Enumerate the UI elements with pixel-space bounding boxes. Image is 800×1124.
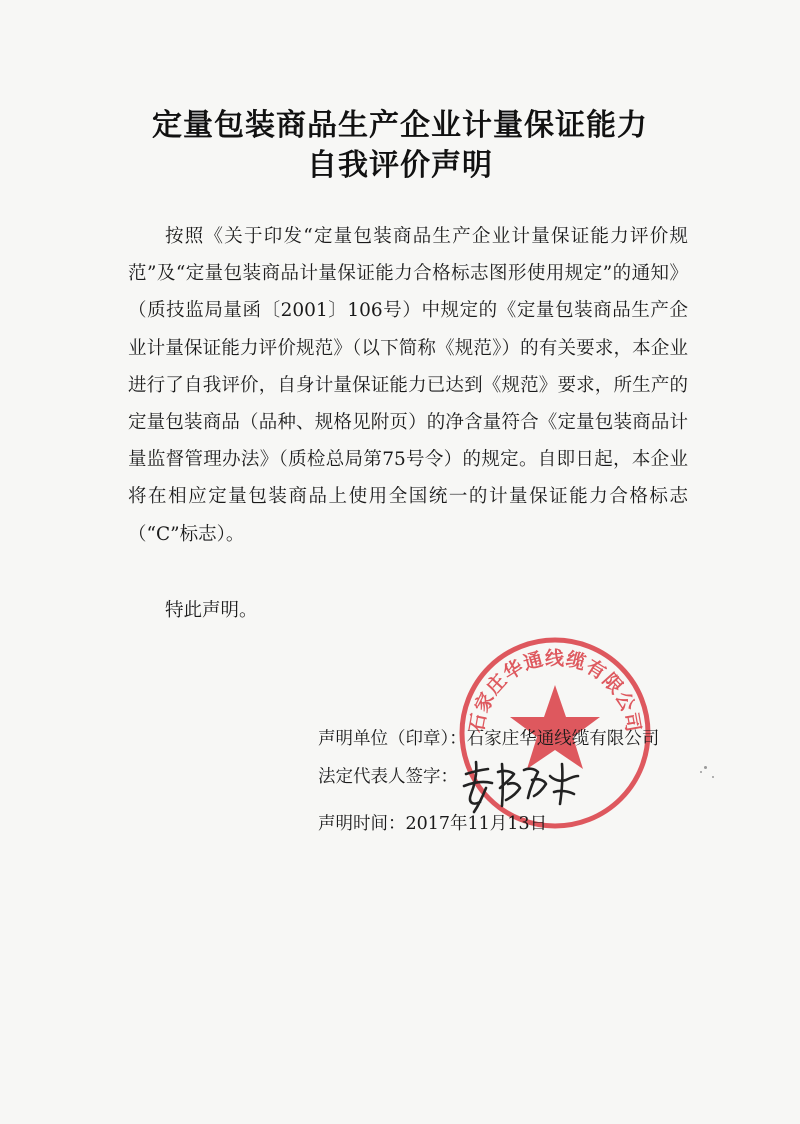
- declaration-date-label: 声明时间：: [318, 814, 406, 834]
- declaration-date-value: 2017年11月13日: [405, 814, 548, 834]
- declaration-body: [128, 218, 688, 553]
- declaring-unit-label: 声明单位（印章）：: [318, 729, 467, 749]
- legal-representative-line: [318, 765, 458, 789]
- scan-speck: [712, 776, 714, 778]
- seal-text: 石家庄华通线缆有限公司: [465, 647, 645, 735]
- scan-speck: [704, 766, 707, 769]
- legal-representative-label: 法定代表人签字：: [318, 767, 458, 787]
- closing-statement: 特此声明。: [165, 600, 258, 621]
- document-subtitle: 自我评价声明: [307, 148, 493, 183]
- scan-speck: [700, 771, 702, 773]
- declaration-date-line: [318, 812, 547, 836]
- document-title: 定量包装商品生产企业计量保证能力: [152, 108, 648, 143]
- declaring-unit-line: [318, 727, 659, 751]
- declaration-paragraph: 按照《关于印发“定量包装商品生产企业计量保证能力评价规范”及“定量包装商品计量保证能力合格标志图形使用规定”的通知》（质技监局量函〔2001〕106号）中规定的《定量包装商品生产企业计量保证能力评价规范》（以下简称《规范》）的有关要求，本企业进行了自我评价，自身计量保证能力已达到《规范》要求，所生产的定量包装商品（品种、规格见附页）的净含量符合《定量包装商品计量监督管理办法》（质检总局第75号令）的规定。自即日起，本企业将在相应定量包装商品上使用全国统一的计量保证能力合格标志（“C”标志）。: [128, 226, 688, 545]
- handwritten-signature: [458, 754, 583, 818]
- declaring-unit-name: 石家庄华通线缆有限公司: [466, 729, 660, 749]
